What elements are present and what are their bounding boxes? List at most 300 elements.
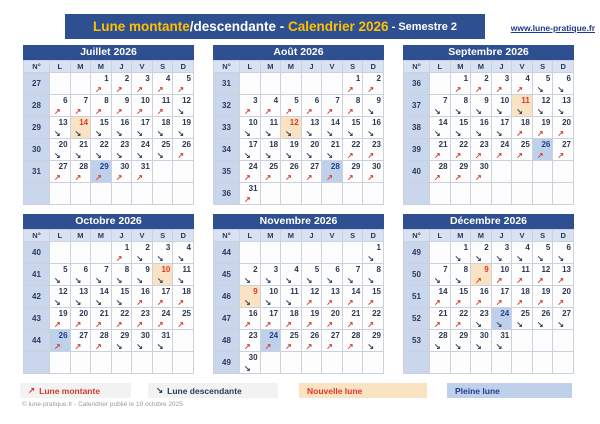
moon-ascending-arrow-icon: ↗ (367, 298, 375, 307)
weekday-header: M (260, 61, 281, 73)
moon-ascending-arrow-icon: ↗ (74, 107, 82, 116)
moon-descending-arrow-icon: ↘ (434, 107, 441, 116)
week-number: 31 (214, 73, 240, 95)
day-number: 9 (484, 96, 489, 105)
day-cell (260, 161, 281, 183)
moon-descending-arrow-icon: ↘ (285, 276, 292, 285)
day-cell (260, 286, 281, 308)
moon-ascending-arrow-icon: ↗ (74, 173, 82, 182)
day-number: 5 (545, 74, 551, 83)
day-number: 10 (161, 265, 171, 274)
day-cell (322, 286, 343, 308)
moon-descending-arrow-icon: ↘ (326, 129, 333, 138)
moon-ascending-arrow-icon: ↗ (115, 320, 123, 329)
day-number: 17 (500, 287, 510, 296)
moon-descending-arrow-icon: ↘ (557, 254, 565, 263)
weekday-header: L (50, 230, 71, 242)
day-number: 4 (525, 243, 530, 252)
moon-descending-arrow-icon: ↘ (367, 342, 375, 351)
weekday-header: D (363, 61, 384, 73)
day-cell (491, 264, 512, 286)
footer-credit: © lune-pratique.fr - Calendrier publié le 19 octobre 2025 (22, 401, 183, 408)
month-table (213, 60, 384, 205)
day-cell (450, 95, 471, 117)
moon-descending-arrow-icon: ↘ (367, 129, 375, 138)
day-cell (342, 286, 363, 308)
moon-ascending-arrow-icon: ↗ (115, 85, 123, 94)
moon-ascending-arrow-icon: ↗ (557, 298, 565, 307)
day-cell (450, 242, 471, 264)
day-number: 16 (248, 309, 258, 318)
day-number: 19 (310, 309, 320, 318)
empty-day-cell (132, 183, 153, 205)
day-number: 9 (376, 96, 381, 105)
day-number: 6 (83, 265, 89, 274)
moon-descending-arrow-icon: ↘ (475, 320, 482, 329)
week-number: 50 (404, 264, 430, 286)
day-cell (240, 352, 261, 374)
day-number: 3 (253, 96, 258, 105)
moon-ascending-arrow-icon: ↗ (95, 107, 102, 116)
day-number: 5 (294, 96, 299, 105)
day-cell (363, 95, 384, 117)
day-number: 15 (351, 118, 361, 127)
day-number: 13 (562, 96, 571, 105)
moon-ascending-arrow-icon: ↗ (495, 151, 503, 160)
moon-ascending-arrow-icon: ↗ (434, 173, 441, 182)
day-cell (173, 117, 194, 139)
week-number: 40 (404, 161, 430, 183)
moon-ascending-arrow-icon: ↗ (454, 320, 462, 329)
week-number: 32 (214, 95, 240, 117)
moon-ascending-arrow-icon: ↗ (454, 298, 462, 307)
moon-descending-arrow-icon: ↘ (454, 129, 462, 138)
day-cell-full-moon (260, 330, 281, 352)
moon-ascending-arrow-icon: ↗ (95, 320, 102, 329)
day-number: 8 (463, 96, 469, 105)
empty-day-cell (173, 161, 194, 183)
legend-item-nouvelle (299, 383, 427, 398)
moon-ascending-arrow-icon: ↗ (326, 173, 333, 182)
day-number: 7 (83, 96, 89, 105)
moon-descending-arrow-icon: ↘ (475, 342, 482, 351)
day-number: 25 (520, 140, 530, 149)
day-cell-new-moon (240, 286, 261, 308)
weekday-header: L (240, 230, 261, 242)
moon-descending-arrow-icon: ↘ (475, 254, 482, 263)
day-cell (363, 117, 384, 139)
day-cell (471, 117, 492, 139)
moon-ascending-arrow-icon: ↗ (54, 107, 61, 116)
day-number: 28 (438, 331, 448, 340)
empty-day-cell (240, 73, 261, 95)
day-cell (173, 264, 194, 286)
day-cell-full-moon (532, 139, 553, 161)
moon-ascending-arrow-icon: ↗ (475, 173, 482, 182)
week-number: 53 (404, 330, 430, 352)
moon-descending-arrow-icon: ↘ (367, 254, 375, 263)
day-cell (240, 308, 261, 330)
day-number: 16 (120, 118, 130, 127)
day-cell (152, 95, 173, 117)
day-number: 9 (124, 96, 130, 105)
empty-day-cell (532, 161, 553, 183)
moon-ascending-arrow-icon: ↗ (136, 85, 143, 94)
weekday-header: S (152, 230, 173, 242)
day-cell (301, 117, 322, 139)
moon-descending-arrow-icon: ↘ (115, 342, 123, 351)
day-number: 26 (541, 309, 551, 318)
moon-descending-arrow-icon: ↘ (536, 85, 544, 94)
day-number: 15 (120, 287, 130, 296)
day-cell (450, 117, 471, 139)
empty-day-cell (111, 352, 132, 374)
moon-descending-arrow-icon: ↘ (536, 254, 544, 263)
day-number: 3 (273, 265, 279, 274)
day-number: 14 (351, 287, 361, 296)
day-cell (301, 139, 322, 161)
moon-ascending-arrow-icon: ↗ (285, 320, 292, 329)
day-cell (111, 95, 132, 117)
day-cell (342, 330, 363, 352)
week-row (214, 117, 384, 139)
moon-descending-arrow-icon: ↘ (285, 129, 292, 138)
day-cell (70, 95, 91, 117)
moon-descending-arrow-icon: ↘ (516, 254, 523, 263)
week-row (214, 139, 384, 161)
website-link[interactable]: www.lune-pratique.fr (510, 23, 595, 33)
day-cell (111, 242, 132, 264)
moon-descending-arrow-icon: ↘ (244, 298, 251, 307)
moon-ascending-arrow-icon: ↗ (367, 320, 375, 329)
day-number: 24 (161, 309, 171, 318)
weekday-header: J (301, 230, 322, 242)
day-number: 4 (186, 243, 191, 252)
day-cell (491, 139, 512, 161)
week-row (24, 308, 194, 330)
day-number: 17 (248, 140, 258, 149)
day-cell (430, 95, 451, 117)
week-number: 45 (214, 264, 240, 286)
day-number: 19 (182, 118, 191, 127)
week-number (24, 183, 50, 205)
day-number: 6 (566, 243, 571, 252)
moon-descending-arrow-icon: ↘ (346, 129, 354, 138)
day-number: 26 (541, 140, 551, 149)
day-cell (553, 117, 574, 139)
empty-day-cell (50, 183, 71, 205)
moon-ascending-arrow-icon: ↗ (54, 173, 61, 182)
empty-day-cell (322, 73, 343, 95)
moon-descending-arrow-icon: ↘ (495, 129, 503, 138)
day-number: 7 (335, 96, 340, 105)
empty-day-cell (111, 183, 132, 205)
moon-ascending-arrow-icon: ↗ (136, 107, 143, 116)
day-cell (132, 286, 153, 308)
empty-day-cell (173, 352, 194, 374)
empty-day-cell (512, 161, 533, 183)
day-number: 26 (58, 331, 68, 340)
day-number: 4 (273, 96, 279, 105)
month-table (23, 60, 194, 205)
moon-descending-arrow-icon: ↘ (305, 276, 313, 285)
moon-ascending-arrow-icon: ↗ (156, 320, 164, 329)
moon-descending-arrow-icon: ↘ (495, 320, 503, 329)
month-table (403, 229, 574, 374)
day-number: 3 (145, 74, 150, 83)
moon-descending-arrow-icon: ↘ (156, 342, 164, 351)
day-number: 22 (459, 140, 469, 149)
moon-ascending-arrow-icon: ↗ (516, 151, 523, 160)
day-number: 10 (140, 96, 150, 105)
moon-descending-arrow-icon: ↘ (95, 276, 102, 285)
empty-day-cell (301, 73, 322, 95)
day-cell (281, 330, 302, 352)
day-cell (173, 73, 194, 95)
moon-ascending-arrow-icon: ↗ (136, 320, 143, 329)
moon-descending-arrow-icon: ↘ (326, 276, 333, 285)
moon-ascending-arrow-icon: ↗ (536, 129, 544, 138)
moon-ascending-arrow-icon: ↗ (305, 298, 313, 307)
moon-descending-arrow-icon: ↘ (305, 129, 313, 138)
day-number: 20 (562, 287, 571, 296)
day-cell (322, 330, 343, 352)
day-number: 28 (99, 331, 109, 340)
day-cell (152, 308, 173, 330)
day-number: 17 (500, 118, 510, 127)
empty-day-cell (430, 242, 451, 264)
week-row (24, 183, 194, 205)
empty-day-cell (491, 352, 512, 374)
day-cell (70, 330, 91, 352)
week-row (404, 286, 574, 308)
week-row (214, 308, 384, 330)
weekday-header-row (214, 230, 384, 242)
day-cell (450, 264, 471, 286)
day-number: 19 (58, 309, 68, 318)
moon-descending-arrow-icon: ↘ (136, 254, 143, 263)
week-row (24, 73, 194, 95)
day-cell (132, 161, 153, 183)
day-cell (91, 286, 112, 308)
weekday-header: M (70, 61, 91, 73)
empty-day-cell (363, 352, 384, 374)
day-number: 31 (500, 331, 510, 340)
day-number: 10 (248, 118, 258, 127)
moon-ascending-arrow-icon: ↗ (557, 151, 565, 160)
day-number: 16 (479, 118, 489, 127)
day-number: 5 (314, 265, 320, 274)
day-cell (50, 161, 71, 183)
day-number: 25 (269, 162, 279, 171)
moon-descending-arrow-icon: ↘ (454, 276, 462, 285)
day-cell (430, 117, 451, 139)
day-cell (553, 139, 574, 161)
day-cell (111, 308, 132, 330)
day-number: 30 (479, 331, 489, 340)
week-row (404, 330, 574, 352)
moon-ascending-arrow-icon: ↗ (516, 129, 523, 138)
moon-ascending-arrow-icon: ↗ (495, 85, 503, 94)
week-row (24, 161, 194, 183)
week-row (214, 161, 384, 183)
day-cell (532, 73, 553, 95)
empty-day-cell (363, 183, 384, 205)
day-number: 20 (79, 309, 89, 318)
moon-ascending-arrow-icon: ↗ (264, 320, 272, 329)
title-banner (65, 14, 485, 39)
empty-day-cell (512, 330, 533, 352)
day-cell (111, 286, 132, 308)
empty-day-cell (281, 352, 302, 374)
day-cell (152, 117, 173, 139)
day-cell (70, 139, 91, 161)
day-cell (450, 286, 471, 308)
day-cell (450, 139, 471, 161)
empty-day-cell (281, 183, 302, 205)
day-number: 2 (253, 265, 258, 274)
moon-ascending-arrow-icon: ↗ (244, 320, 251, 329)
moon-ascending-arrow-icon: ↗ (346, 342, 354, 351)
week-number: 41 (24, 264, 50, 286)
day-number: 23 (479, 140, 489, 149)
day-cell (322, 264, 343, 286)
day-cell (322, 117, 343, 139)
day-number: 21 (79, 140, 89, 149)
month-table (403, 60, 574, 205)
day-number: 14 (99, 287, 109, 296)
week-number: 34 (214, 139, 240, 161)
week-row (214, 352, 384, 374)
empty-day-cell (471, 352, 492, 374)
day-number: 23 (372, 140, 381, 149)
moon-ascending-arrow-icon: ↗ (495, 276, 503, 285)
day-number: 6 (314, 96, 320, 105)
moon-descending-arrow-icon: ↘ (454, 254, 462, 263)
empty-day-cell (532, 330, 553, 352)
day-number: 2 (376, 74, 381, 83)
day-number: 24 (269, 331, 279, 340)
moon-descending-arrow-icon: ↘ (136, 129, 143, 138)
moon-descending-arrow-icon: ↘ (244, 151, 251, 160)
moon-descending-arrow-icon: ↘ (115, 151, 123, 160)
moon-ascending-arrow-icon: ↗ (177, 320, 185, 329)
day-cell (111, 73, 132, 95)
day-number: 1 (355, 74, 361, 83)
day-cell (363, 73, 384, 95)
weekday-header: S (532, 230, 553, 242)
legend-item-descendante (148, 383, 278, 398)
day-cell (132, 95, 153, 117)
day-number: 13 (330, 287, 340, 296)
moon-descending-arrow-icon: ↘ (434, 276, 441, 285)
weekday-header: M (70, 230, 91, 242)
day-cell (491, 73, 512, 95)
day-number: 26 (182, 140, 191, 149)
empty-day-cell (322, 242, 343, 264)
day-number: 1 (463, 74, 469, 83)
month-table (23, 229, 194, 374)
day-number: 14 (438, 287, 448, 296)
day-number: 11 (161, 96, 171, 105)
empty-day-cell (450, 352, 471, 374)
day-cell (512, 139, 533, 161)
week-number-header: N° (24, 230, 50, 242)
day-number: 13 (562, 265, 571, 274)
moon-ascending-arrow-icon: ↗ (367, 151, 375, 160)
moon-ascending-arrow-icon: ↗ (264, 173, 272, 182)
moon-descending-arrow-icon: ↘ (264, 276, 272, 285)
moon-ascending-arrow-icon: ↗ (285, 342, 292, 351)
day-number: 8 (463, 265, 469, 274)
day-number: 14 (330, 118, 340, 127)
day-cell (281, 139, 302, 161)
day-cell (173, 139, 194, 161)
week-row (404, 183, 574, 205)
day-cell (152, 242, 173, 264)
day-cell (281, 161, 302, 183)
moon-ascending-arrow-icon: ↗ (305, 173, 313, 182)
day-number: 8 (355, 96, 361, 105)
day-cell-full-moon (322, 161, 343, 183)
day-cell (471, 286, 492, 308)
weekday-header: J (491, 61, 512, 73)
moon-descending-arrow-icon: ↘ (95, 298, 102, 307)
day-cell (91, 264, 112, 286)
weekday-header: M (281, 230, 302, 242)
week-number (404, 183, 430, 205)
day-number: 28 (79, 162, 89, 171)
day-cell-full-moon (50, 330, 71, 352)
day-number: 11 (521, 96, 530, 105)
moon-descending-arrow-icon: ↘ (95, 129, 102, 138)
day-number: 18 (269, 140, 279, 149)
day-number: 22 (99, 140, 109, 149)
day-cell (91, 308, 112, 330)
empty-day-cell (240, 242, 261, 264)
day-cell (430, 139, 451, 161)
week-row (214, 183, 384, 205)
months-grid (23, 45, 574, 374)
moon-descending-arrow-icon: ↘ (115, 298, 123, 307)
moon-ascending-arrow-icon: ↗ (115, 107, 123, 116)
moon-ascending-arrow-icon: ↗ (95, 85, 102, 94)
moon-descending-arrow-icon: ↘ (74, 298, 82, 307)
day-number: 2 (484, 243, 489, 252)
empty-day-cell (430, 352, 451, 374)
day-number: 26 (289, 162, 299, 171)
moon-ascending-arrow-icon: ↗ (536, 151, 544, 160)
week-number: 44 (24, 330, 50, 352)
day-number: 11 (521, 265, 530, 274)
day-cell (363, 308, 384, 330)
day-cell (132, 139, 153, 161)
day-number: 17 (269, 309, 279, 318)
week-row (214, 264, 384, 286)
weekday-header: M (471, 230, 492, 242)
day-cell (471, 73, 492, 95)
week-row (214, 242, 384, 264)
day-number: 1 (376, 243, 381, 252)
month-calendar (403, 214, 574, 374)
empty-day-cell (70, 183, 91, 205)
day-cell (363, 330, 384, 352)
empty-day-cell (342, 352, 363, 374)
day-number: 21 (438, 140, 448, 149)
day-number: 7 (443, 265, 448, 274)
week-number-header: N° (24, 61, 50, 73)
weekday-header: J (491, 230, 512, 242)
